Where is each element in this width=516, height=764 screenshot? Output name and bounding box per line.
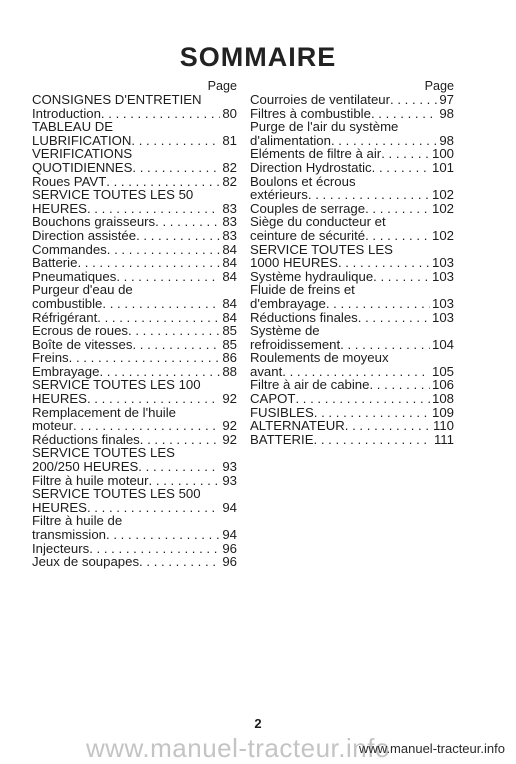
toc-page-number: 103 xyxy=(431,268,454,284)
toc-entry-text: Remplacement de l'huile xyxy=(32,404,176,420)
dot-leader xyxy=(140,433,221,447)
toc-entry xyxy=(32,147,237,174)
dot-leader xyxy=(155,215,220,229)
toc-entry-text: Injecteurs xyxy=(32,540,90,556)
toc-entry-text: Courroies de ventilateur xyxy=(250,92,391,107)
toc-entry xyxy=(250,120,454,147)
toc-entry-text: Boîte de vitesses xyxy=(32,336,133,352)
toc-page-number: 92 xyxy=(222,418,237,434)
page-column-header: Page xyxy=(207,79,237,93)
toc-page-number: 93 xyxy=(222,459,237,475)
toc-page-number: 85 xyxy=(222,336,237,352)
page-title: SOMMAIRE xyxy=(179,42,337,72)
dot-leader xyxy=(102,297,220,311)
dot-leader xyxy=(331,134,437,148)
toc-page-number: 84 xyxy=(222,309,237,325)
toc-entry-text: Système hydraulique xyxy=(250,268,374,284)
toc-entry-text: Commandes xyxy=(32,241,107,257)
toc-page-number: 102 xyxy=(431,187,454,203)
watermark: www.manuel-tracteur.info xyxy=(86,733,390,763)
toc-page-number: 110 xyxy=(432,418,454,434)
toc-entry-text: Freins xyxy=(32,350,69,366)
toc-entry-text: 200/250 HEURES xyxy=(32,459,139,475)
toc-entry xyxy=(32,270,237,284)
toc-page-number: 88 xyxy=(222,363,237,379)
toc-entry xyxy=(250,283,454,310)
toc-page-number: 96 xyxy=(222,554,237,570)
toc-entry xyxy=(250,406,454,420)
toc-entry xyxy=(32,378,237,405)
toc-page-number: 81 xyxy=(222,132,237,148)
toc-entry xyxy=(250,161,454,175)
dot-leader xyxy=(373,270,430,284)
toc-entry xyxy=(250,433,454,447)
toc-page-number: 85 xyxy=(222,323,237,339)
toc-right-entries xyxy=(250,93,454,446)
toc-page-number: 102 xyxy=(431,227,454,243)
toc-page-number: 111 xyxy=(433,431,454,447)
toc-entry-text: SERVICE TOUTES LES xyxy=(250,241,393,257)
toc-entry-text: Siège du conducteur et xyxy=(250,214,386,230)
toc-page-number: 84 xyxy=(222,241,237,257)
toc-entry xyxy=(32,542,237,556)
toc-entry xyxy=(32,93,237,107)
dot-leader xyxy=(101,107,220,121)
toc-page-number: 98 xyxy=(439,132,454,148)
toc-entry-text: Roues PAVT xyxy=(32,173,107,189)
toc-entry-text: Système de xyxy=(250,323,320,339)
toc-page-number: 106 xyxy=(431,377,454,393)
toc-entry-text: SERVICE TOUTES LES 500 xyxy=(32,486,201,502)
toc-right-column xyxy=(250,79,454,446)
toc-entry-text: Jeux de soupapes xyxy=(32,554,140,570)
toc-entry-text: avant xyxy=(250,363,283,379)
toc-entry xyxy=(32,324,237,338)
toc-entry-text: SERVICE TOUTES LES xyxy=(32,445,175,461)
toc-page-number: 92 xyxy=(222,391,237,407)
toc-entry xyxy=(250,378,454,392)
dot-leader xyxy=(69,351,221,365)
toc-entry-text: Bouchons graisseurs xyxy=(32,214,156,230)
toc-entry xyxy=(32,311,237,325)
dot-leader xyxy=(73,419,220,433)
toc-entry-text: Boulons et écrous xyxy=(250,173,356,189)
toc-entry-text: HEURES xyxy=(32,391,87,407)
toc-entry xyxy=(32,474,237,488)
dot-leader xyxy=(314,406,430,420)
dot-leader xyxy=(132,338,220,352)
toc-entry xyxy=(250,93,454,107)
toc-entry xyxy=(250,311,454,325)
toc-page-number: 82 xyxy=(222,173,237,189)
toc-page-number: 84 xyxy=(222,255,237,271)
toc-entry xyxy=(32,188,237,215)
toc-page-number: 108 xyxy=(431,391,454,407)
toc-entry-text: VERIFICATIONS xyxy=(32,146,133,162)
toc-entry-text: ALTERNATEUR xyxy=(250,418,345,434)
toc-entry xyxy=(250,107,454,121)
dot-leader xyxy=(358,311,430,325)
dot-leader xyxy=(87,392,220,406)
toc-entry-text: Réductions finales xyxy=(32,431,140,447)
toc-entry-text: Fluide de freins et xyxy=(250,282,355,298)
toc-entry-text: SERVICE TOUTES LES 100 xyxy=(32,377,201,393)
toc-page-number: 98 xyxy=(439,105,454,121)
toc-page-number: 84 xyxy=(222,295,237,311)
toc-page-number: 101 xyxy=(431,159,454,175)
dot-leader xyxy=(139,555,220,569)
dot-leader xyxy=(295,392,430,406)
toc-page-number: 100 xyxy=(431,146,454,162)
toc-entry-text: Couples de serrage xyxy=(250,200,366,216)
toc-entry xyxy=(32,555,237,569)
toc-page-number: 83 xyxy=(222,227,237,243)
dot-leader xyxy=(99,365,220,379)
dot-leader xyxy=(138,460,220,474)
toc-page-number: 83 xyxy=(222,214,237,230)
toc-entry xyxy=(32,338,237,352)
toc-entry xyxy=(32,365,237,379)
toc-entry xyxy=(250,202,454,216)
toc-entry-text: 1000 HEURES xyxy=(250,255,338,271)
toc-entry-text: HEURES xyxy=(32,200,87,216)
toc-page-number: 94 xyxy=(222,527,237,542)
toc-entry xyxy=(32,446,237,473)
toc-entry xyxy=(32,243,237,257)
dot-leader xyxy=(282,365,430,379)
dot-leader xyxy=(314,433,432,447)
dot-leader xyxy=(77,256,220,270)
toc-entry xyxy=(32,256,237,270)
toc-entry-text: Direction assistée xyxy=(32,227,137,243)
dot-leader xyxy=(369,378,430,392)
toc-entry-text: CAPOT xyxy=(250,391,296,407)
toc-entry-text: TABLEAU DE xyxy=(32,119,114,135)
dot-leader xyxy=(371,107,437,121)
toc-entry-text: Réductions finales xyxy=(250,309,358,325)
dot-leader xyxy=(128,324,220,338)
toc-entry-text: ceinture de sécurité xyxy=(250,227,366,243)
toc-entry xyxy=(32,433,237,447)
toc-page-number: 93 xyxy=(222,472,237,488)
toc-entry-text: Eléments de filtre à air xyxy=(250,146,382,162)
toc-page-number: 96 xyxy=(222,540,237,556)
dot-leader xyxy=(345,419,431,433)
toc-page-number: 84 xyxy=(222,268,237,284)
toc-page-number: 102 xyxy=(431,200,454,216)
toc-entry xyxy=(250,324,454,351)
dot-leader xyxy=(365,202,430,216)
toc-entry-text: moteur xyxy=(32,418,74,434)
toc-entry xyxy=(250,243,454,270)
toc-entry-text: Pneumatiques xyxy=(32,268,117,284)
toc-entry xyxy=(250,175,454,202)
toc-entry-text: d'embrayage xyxy=(250,295,326,311)
toc-entry-text: Purge de l'air du système xyxy=(250,119,399,135)
toc-entry xyxy=(250,270,454,284)
dot-leader xyxy=(136,229,220,243)
toc-page-number: 109 xyxy=(431,404,454,420)
dot-leader xyxy=(97,311,220,325)
toc-page-number: 80 xyxy=(222,105,237,121)
dot-leader xyxy=(87,501,220,515)
toc-entry xyxy=(32,229,237,243)
toc-entry xyxy=(250,351,454,378)
toc-page-number: 97 xyxy=(439,92,454,107)
toc-entry xyxy=(32,406,237,433)
toc-entry-text: Filtre à huile de xyxy=(32,513,123,529)
toc-page-number: 104 xyxy=(431,336,454,352)
toc-entry-text: FUSIBLES xyxy=(250,404,314,420)
toc-page-number: 103 xyxy=(431,295,454,311)
toc-entry xyxy=(32,215,237,229)
toc-page-number: 83 xyxy=(222,200,237,216)
dot-leader xyxy=(106,528,220,542)
toc-page-number: 82 xyxy=(222,159,237,175)
toc-page-number: 92 xyxy=(222,431,237,447)
toc-entry xyxy=(32,107,237,121)
toc-entry-text: CONSIGNES D'ENTRETIEN xyxy=(32,92,202,107)
toc-entry-text: LUBRIFICATION xyxy=(32,132,132,148)
watermark-small: www.manuel-tracteur.info xyxy=(359,741,505,756)
toc-entry xyxy=(250,419,454,433)
toc-page-number: 86 xyxy=(222,350,237,366)
toc-entry-text: Ecrous de roues xyxy=(32,323,129,339)
toc-entry-text: BATTERIE xyxy=(250,431,314,447)
dot-leader xyxy=(365,229,430,243)
toc-entry xyxy=(250,147,454,161)
dot-leader xyxy=(149,474,221,488)
toc-entry xyxy=(32,487,237,514)
dot-leader xyxy=(340,338,430,352)
toc-entry xyxy=(250,392,454,406)
dot-leader xyxy=(116,270,220,284)
dot-leader xyxy=(381,147,430,161)
page-column-header: Page xyxy=(424,79,454,93)
toc-entry-text: Direction Hydrostatic xyxy=(250,159,372,175)
dot-leader xyxy=(87,202,220,216)
dot-leader xyxy=(106,175,220,189)
dot-leader xyxy=(390,93,437,107)
dot-leader xyxy=(326,297,430,311)
toc-entry-text: Filtre à huile moteur xyxy=(32,472,149,488)
toc-page-number: 103 xyxy=(431,255,454,271)
toc-entry xyxy=(32,120,237,147)
toc-entry-text: Purgeur d'eau de xyxy=(32,282,133,298)
toc-page-number: 94 xyxy=(222,499,237,515)
dot-leader xyxy=(131,134,220,148)
toc-entry xyxy=(32,351,237,365)
toc-entry-text: HEURES xyxy=(32,499,87,515)
page-number: 2 xyxy=(254,716,262,731)
dot-leader xyxy=(338,256,430,270)
toc-entry-text: Batterie xyxy=(32,255,78,271)
dot-leader xyxy=(372,161,430,175)
toc-page-number: 103 xyxy=(431,309,454,325)
dot-leader xyxy=(132,161,220,175)
toc-page-number: 105 xyxy=(431,363,454,379)
toc-entry-text: transmission xyxy=(32,527,107,542)
toc-entry-text: Filtres à combustible xyxy=(250,105,371,121)
toc-entry-text: SERVICE TOUTES LES 50 xyxy=(32,187,194,203)
toc-entry-text: d'alimentation xyxy=(250,132,331,148)
toc-entry xyxy=(32,514,237,541)
toc-entry xyxy=(32,283,237,310)
toc-left-entries xyxy=(32,93,237,569)
dot-leader xyxy=(308,188,430,202)
toc-entry-text: extérieurs xyxy=(250,187,308,203)
toc-entry-text: Réfrigérant xyxy=(32,309,98,325)
toc-left-column xyxy=(32,79,237,569)
toc-entry xyxy=(32,175,237,189)
toc-entry-text: refroidissement xyxy=(250,336,341,352)
toc-entry-text: QUOTIDIENNES xyxy=(32,159,133,175)
toc-entry-text: combustible xyxy=(32,295,103,311)
toc-entry-text: Embrayage xyxy=(32,363,100,379)
toc-entry-text: Filtre à air de cabine xyxy=(250,377,370,393)
dot-leader xyxy=(107,243,221,257)
toc-entry-text: Roulements de moyeux xyxy=(250,350,389,366)
dot-leader xyxy=(89,542,220,556)
toc-entry xyxy=(250,215,454,242)
toc-entry-text: Introduction xyxy=(32,105,101,121)
